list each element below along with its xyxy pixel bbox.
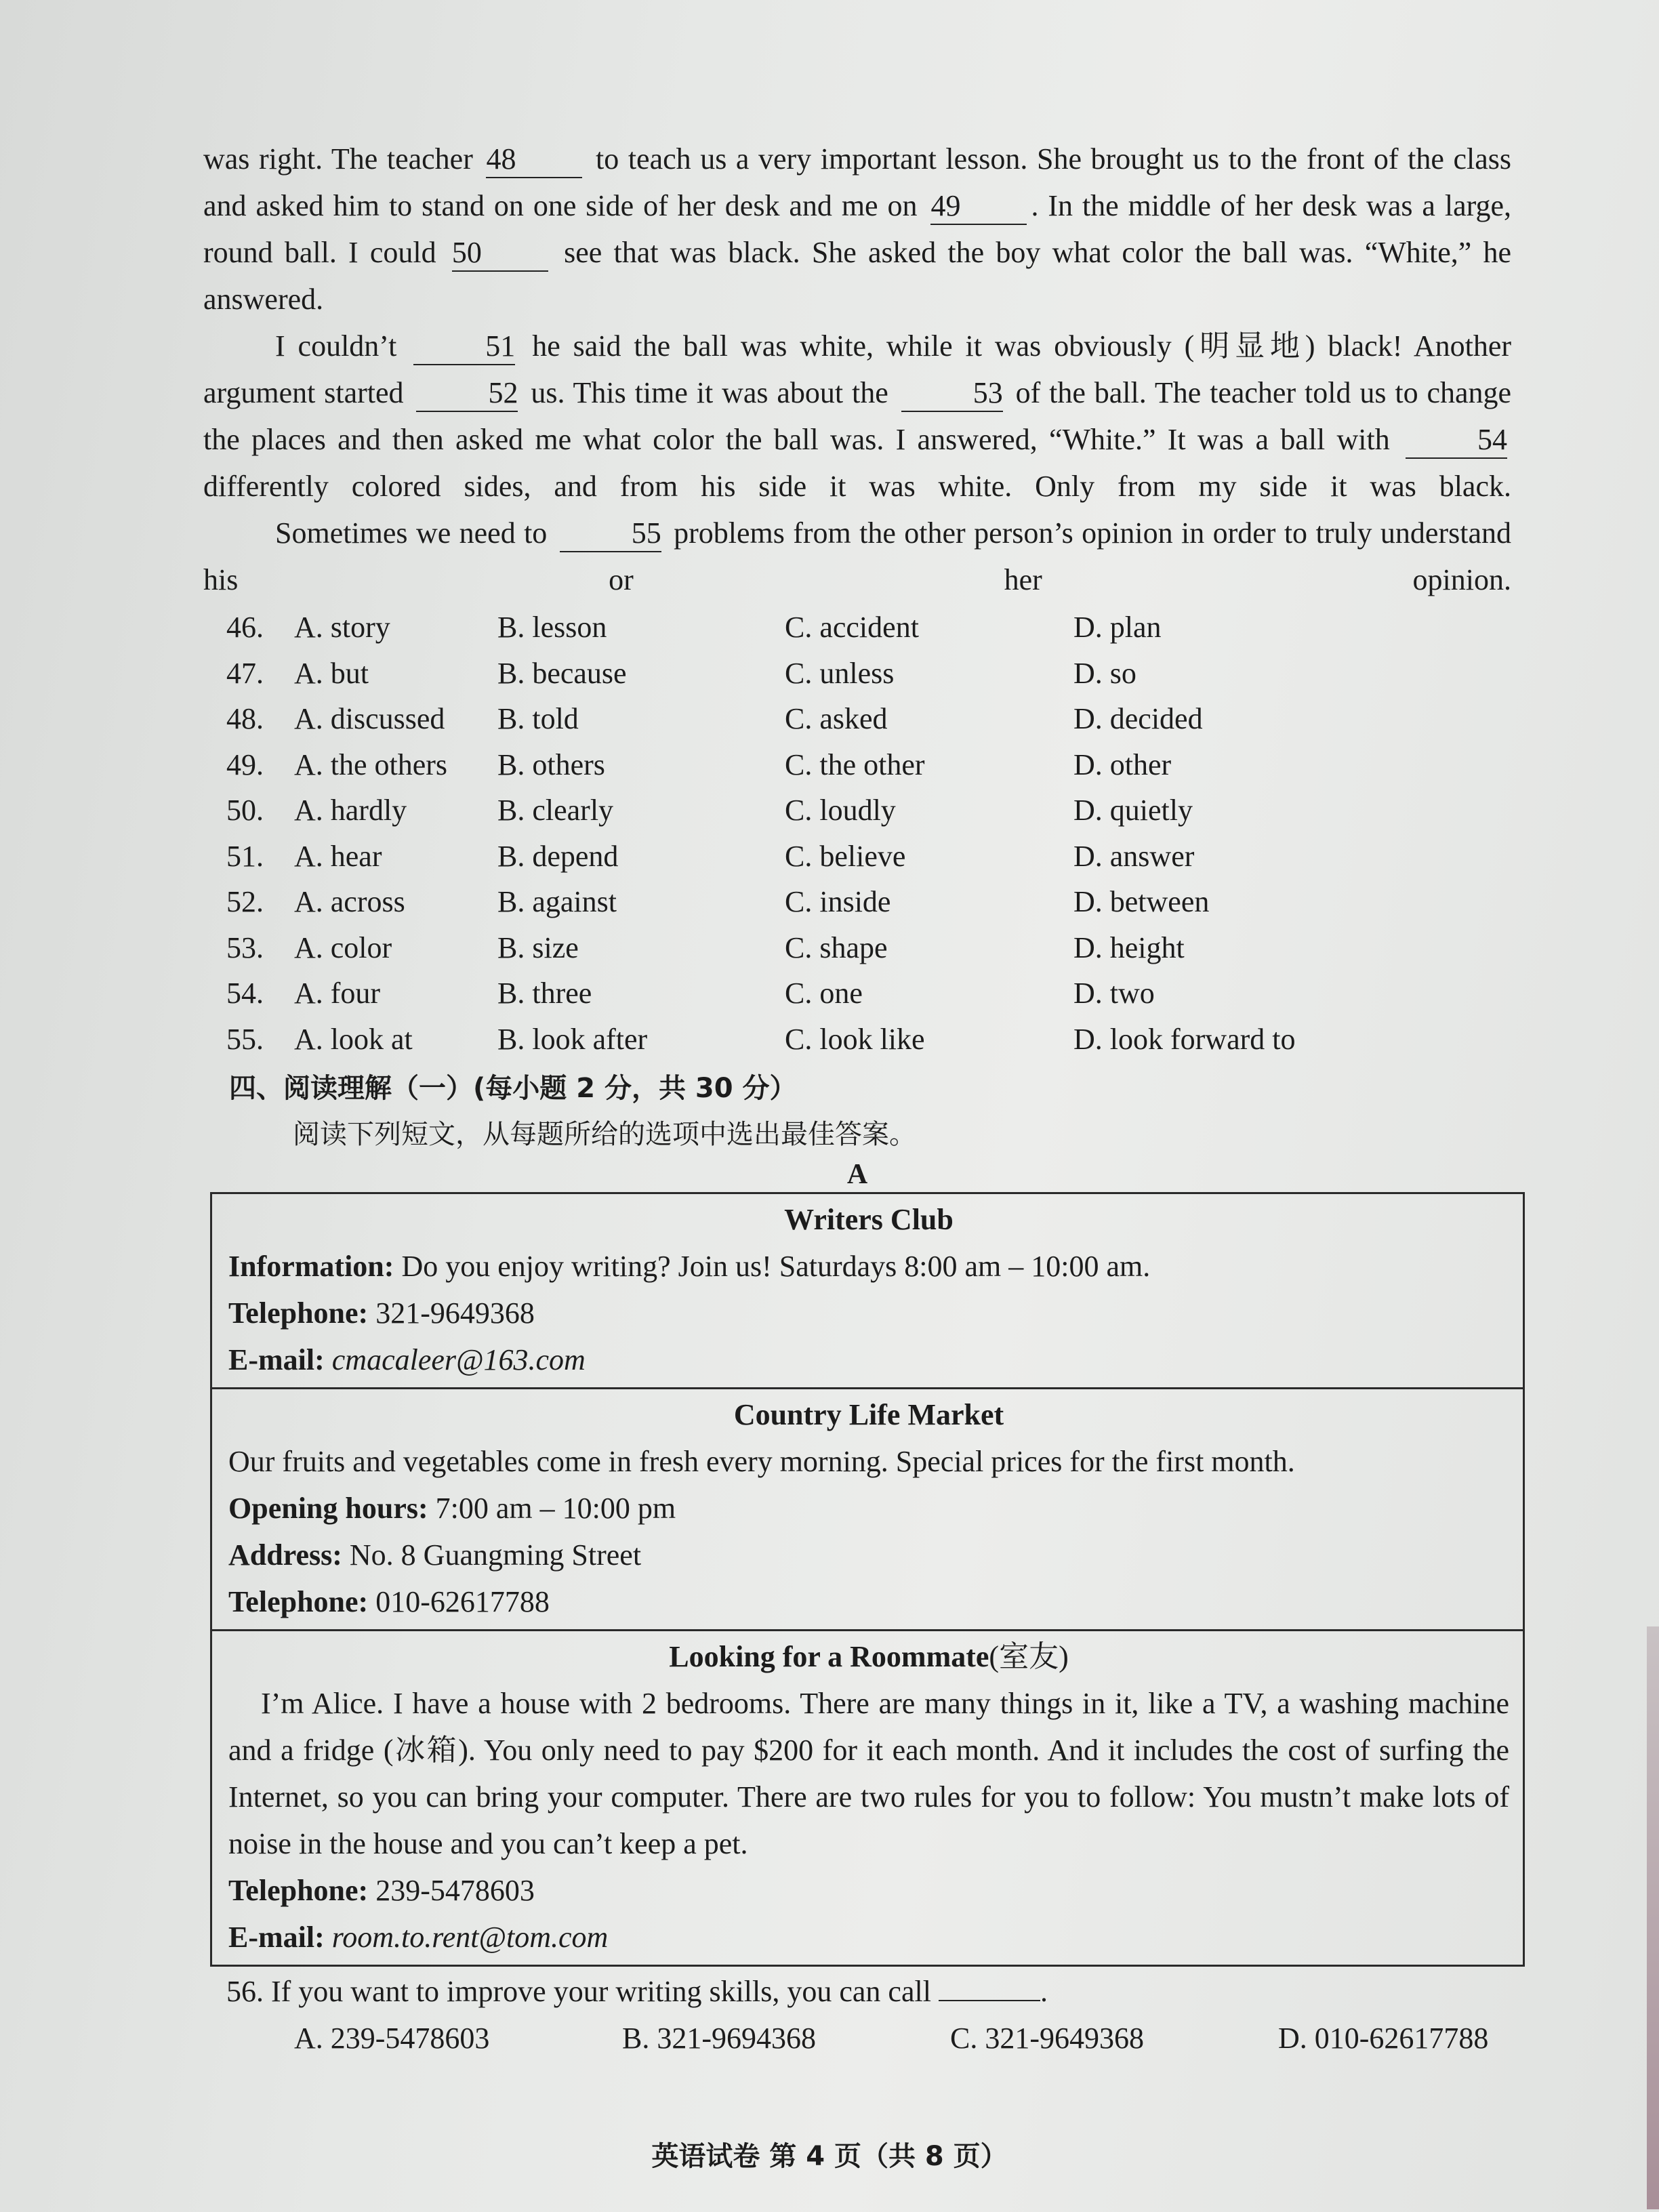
question-56 (203, 1969, 1511, 2014)
ad-roommate (212, 1631, 1523, 1965)
option-d: D. two (1073, 977, 1155, 1010)
option-d: D. quietly (1073, 794, 1193, 827)
ad-country-life-market (212, 1389, 1523, 1631)
option-b: B. 321-9694368 (622, 2021, 816, 2055)
address-label: Address: (228, 1538, 342, 1572)
option-a: A. 239-5478603 (294, 2021, 490, 2055)
option-d: D. answer (1073, 839, 1195, 873)
option-b: B. depend (497, 839, 619, 873)
question-number: 55. (226, 1022, 264, 1056)
option-d: D. plan (1073, 611, 1162, 644)
ad-body-line: Our fruits and vegetables come in fresh every morning. Special prices for the first month. (228, 1445, 1295, 1478)
option-a: A. look at (294, 1022, 413, 1056)
ad-email-line (228, 1914, 1509, 1961)
ad-telephone-line (228, 1867, 1509, 1914)
section-heading: 四、阅读理解（一）(每小题 2 分，共 30 分） (229, 1073, 797, 1104)
question-stem: If you want to improve your writing skills, you can call (271, 1975, 931, 2008)
answer-options (203, 605, 1511, 1062)
option-row (203, 879, 1511, 925)
option-c: C. one (785, 977, 863, 1010)
question-number: 51. (226, 839, 264, 873)
option-a: A. hardly (294, 794, 407, 827)
option-row (203, 696, 1511, 742)
question-number: 54. (226, 977, 264, 1010)
passage-text: I couldn’t (275, 329, 397, 363)
ad-telephone-line (228, 1578, 1509, 1625)
question-number: 56. (226, 1975, 264, 2008)
option-a: A. color (294, 930, 392, 964)
option-b: B. look after (497, 1022, 648, 1056)
question-number: 52. (226, 885, 264, 919)
option-a: A. but (294, 656, 369, 690)
question-56-options (203, 2014, 1511, 2062)
passage-text: he said the ball was white, while it was obviously (明显地) black! Another argument started (203, 329, 1512, 409)
option-c: C. unless (785, 656, 895, 690)
option-b: B. because (497, 656, 627, 690)
ad-body: I’m Alice. I have a house with 2 bedrooms. There are many things in it, like a TV, a washing machine and a fridge (冰箱). You only need to pay $200 for it each month. And it includes the cost of surfing the Internet, so you can bring your computer. There are two rules for you to follow: You mustn’t make lots of noise in the house and you can’t keep a pet. (228, 1687, 1509, 1860)
passage-text: us. This time it was about the (531, 376, 888, 409)
option-row (203, 787, 1511, 834)
option-a: A. discussed (294, 702, 445, 736)
passage-label: A (846, 1159, 868, 1190)
question-number: 48. (226, 702, 264, 736)
telephone-label: Telephone: (228, 1874, 369, 1907)
option-b: B. against (497, 885, 617, 919)
question-number: 47. (226, 656, 264, 690)
blank-50: 50 (452, 235, 548, 272)
option-d: D. decided (1073, 702, 1203, 736)
option-row (203, 925, 1511, 971)
telephone-label: Telephone: (228, 1585, 369, 1618)
option-c: C. loudly (785, 794, 896, 827)
passage-text: to teach us a very important lesson. She brought us to the front of the class and asked him to stand on one side of her desk and me on (203, 142, 1511, 222)
option-b: B. told (497, 702, 579, 736)
option-c: C. accident (785, 611, 919, 644)
option-c: C. 321-9649368 (950, 2021, 1144, 2055)
telephone-label: Telephone: (228, 1296, 369, 1330)
passage-text: of the ball. The teacher told us to change the places and then asked me what color the ball was. I answered, “White.” It was a ball with (203, 376, 1512, 456)
passage-text: Sometimes we need to (275, 516, 548, 550)
option-a: A. four (294, 977, 381, 1010)
ad-hours-line (228, 1485, 1509, 1532)
ad-title-cn: (室友) (989, 1640, 1069, 1673)
option-d: D. so (1073, 656, 1136, 690)
option-c: C. shape (785, 930, 888, 964)
passage-text: see that was black. She asked the boy what color the ball was. “White,” he answered. (203, 236, 1512, 316)
page-edge-shadow (1647, 1626, 1659, 2209)
option-row (203, 742, 1511, 788)
option-c: C. asked (785, 702, 888, 736)
address-text: No. 8 Guangming Street (349, 1538, 642, 1572)
question-number: 46. (226, 611, 264, 644)
option-b: B. three (497, 977, 592, 1010)
page-footer: 英语试卷 第 4 页（共 8 页） (651, 2141, 1008, 2172)
passage-paragraph-2 (203, 323, 1511, 510)
ad-writers-club (212, 1194, 1523, 1389)
option-row (203, 1017, 1511, 1063)
telephone-number: 010-62617788 (375, 1585, 550, 1618)
email-address: cmacaleer@163.com (331, 1343, 586, 1376)
passage-paragraph-1 (203, 136, 1511, 323)
option-row (203, 970, 1511, 1017)
option-d: D. height (1073, 930, 1185, 964)
option-b: B. size (497, 930, 579, 964)
option-c: C. the other (785, 747, 925, 781)
question-number: 49. (226, 747, 264, 781)
option-row (203, 834, 1511, 880)
option-a: A. story (294, 611, 390, 644)
ad-title-text: Looking for a Roommate (669, 1640, 989, 1673)
question-number: 53. (226, 930, 264, 964)
option-a: A. hear (294, 839, 382, 873)
exam-page (203, 136, 1511, 2062)
option-d: D. other (1073, 747, 1172, 781)
option-c: C. inside (785, 885, 891, 919)
blank-51: 51 (413, 329, 515, 365)
option-d: D. look forward to (1073, 1022, 1296, 1056)
option-a: A. across (294, 885, 405, 919)
option-c: C. believe (785, 839, 906, 873)
info-label: Information: (228, 1250, 394, 1283)
option-b: B. clearly (497, 794, 614, 827)
ad-telephone-line (228, 1290, 1509, 1336)
hours-label: Opening hours: (228, 1492, 428, 1525)
telephone-number: 239-5478603 (375, 1874, 535, 1907)
ad-email-line (228, 1336, 1509, 1383)
section-instruction: 阅读下列短文，从每题所给的选项中选出最佳答案。 (293, 1119, 916, 1150)
passage-text: problems from the other person’s opinion in order to truly understand his or her opinion. (203, 516, 1511, 596)
telephone-number: 321-9649368 (375, 1296, 535, 1330)
option-d: D. 010-62617788 (1278, 2021, 1489, 2055)
email-label: E-mail: (228, 1921, 325, 1954)
info-text: Do you enjoy writing? Join us! Saturdays 8:00 am – 10:00 am. (401, 1250, 1151, 1283)
option-a: A. the others (294, 747, 448, 781)
passage-text: was right. The teacher (203, 142, 473, 176)
option-d: D. between (1073, 885, 1210, 919)
option-c: C. look like (785, 1022, 925, 1056)
option-row (203, 651, 1511, 697)
option-row (203, 605, 1511, 651)
blank-49: 49 (930, 188, 1027, 225)
ads-table (210, 1192, 1525, 1967)
option-b: B. lesson (497, 611, 607, 644)
email-address: room.to.rent@tom.com (331, 1921, 609, 1954)
passage-text: . In the middle of her desk was a large, round ball. I could (203, 189, 1512, 269)
blank-53: 53 (901, 375, 1003, 412)
question-number: 50. (226, 794, 264, 827)
blank-52: 52 (416, 375, 518, 412)
ad-title (228, 1634, 1509, 1680)
option-b: B. others (497, 747, 605, 781)
ad-address-line (228, 1532, 1509, 1578)
blank-48: 48 (486, 142, 582, 178)
passage-paragraph-3 (203, 510, 1511, 603)
ad-info-line (228, 1243, 1509, 1290)
passage-text: differently colored sides, and from his side it was white. Only from my side it was black. (203, 470, 1511, 503)
hours-text: 7:00 am – 10:00 pm (435, 1492, 676, 1525)
ad-title: Writers Club (784, 1203, 954, 1236)
answer-blank (939, 2000, 1040, 2001)
blank-54: 54 (1406, 422, 1507, 459)
ad-title: Country Life Market (733, 1398, 1004, 1431)
email-label: E-mail: (228, 1343, 325, 1376)
blank-55: 55 (560, 516, 661, 552)
question-end: . (1040, 1975, 1048, 2008)
